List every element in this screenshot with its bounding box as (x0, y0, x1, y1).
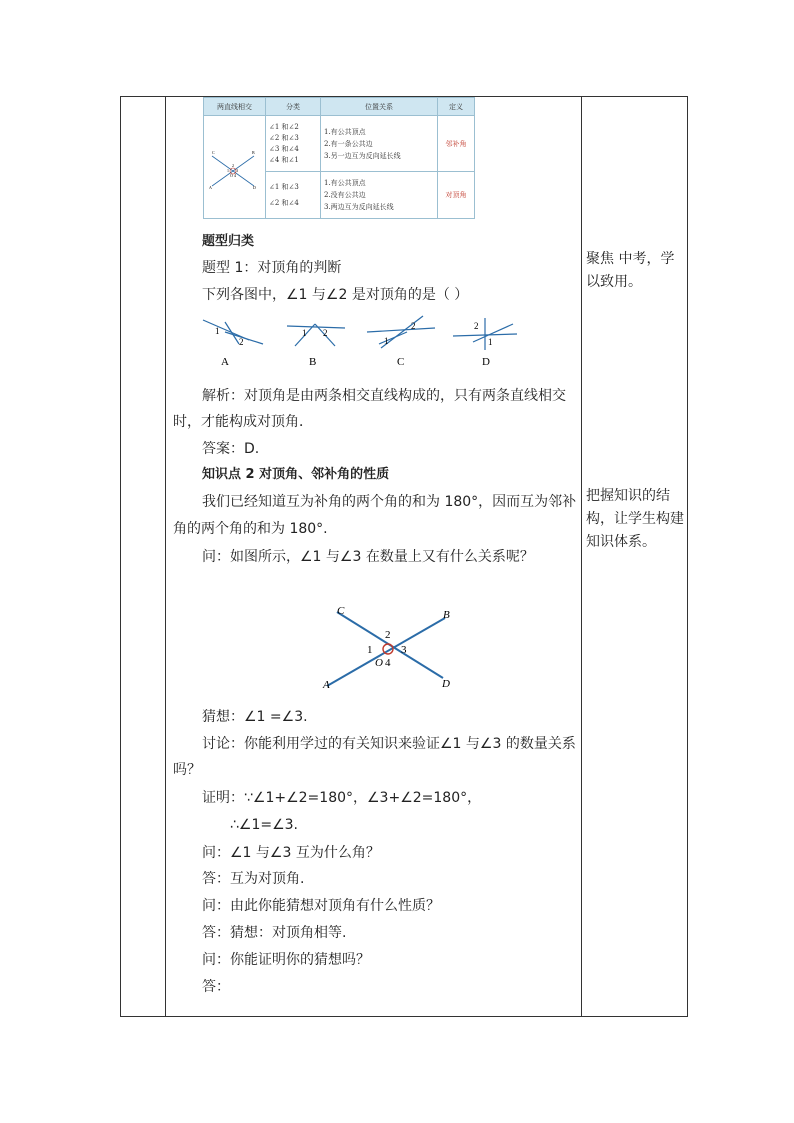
discussion-line-1: 讨论：你能利用学过的有关知识来验证∠1 与∠3 的数量关系 (202, 736, 576, 752)
svg-text:B: B (252, 150, 255, 155)
pairs-cell (266, 172, 321, 219)
option-a-figure (203, 320, 263, 368)
relation-cell (321, 116, 438, 172)
relation-text: 3.两边互为反向延长线 (324, 203, 394, 212)
pair-text: ∠4 和∠1 (269, 155, 299, 164)
svg-text:D: D (253, 185, 256, 190)
proof-line-1: 证明：∵∠1+∠2=180°，∠3+∠2=180°， (202, 790, 482, 806)
angle-label: 2 (323, 328, 328, 338)
intersecting-lines-figure (315, 600, 465, 692)
discussion-line-2: 吗？ (173, 762, 201, 778)
definition-cell: 对顶角 (438, 172, 475, 219)
svg-text:O: O (230, 173, 233, 178)
question-2: 问：∠1 与∠3 互为什么角？ (202, 845, 380, 861)
column-divider-right (581, 96, 582, 1017)
column-divider-left (165, 96, 166, 1017)
definition-cell: 邻补角 (438, 116, 475, 172)
header-cell: 位置关系 (321, 98, 438, 116)
question-3: 问：由此你能猜想对顶角有什么性质？ (202, 898, 440, 914)
answer-4: 答： (202, 979, 230, 995)
point-label: C (337, 605, 345, 617)
pair-text: ∠1 和∠3 (269, 183, 299, 192)
paragraph-line-2: 角的两个角的和为 180°. (173, 521, 328, 537)
option-b-figure (287, 324, 345, 368)
angle-label: 2 (239, 337, 244, 347)
header-cell: 定义 (438, 98, 475, 116)
point-label: D (442, 678, 450, 690)
option-figures (195, 314, 525, 372)
pair-text: ∠2 和∠4 (269, 199, 299, 208)
pair-text: ∠1 和∠2 (269, 122, 299, 131)
header-cell: 分类 (266, 98, 321, 116)
angle-label: 2 (411, 321, 416, 331)
relation-text: 2.有一条公共边 (324, 139, 373, 148)
pair-text: ∠2 和∠3 (269, 133, 299, 142)
analysis-line-2: 时，才能构成对顶角． (173, 414, 313, 430)
proof-line-2: ∴∠1=∠3. (230, 817, 299, 833)
point-label: B (443, 609, 450, 621)
guess-text: 猜想：∠1 =∠3. (202, 709, 308, 725)
svg-text:4: 4 (234, 173, 236, 178)
pairs-cell (266, 116, 321, 172)
side-note-structure: 把握知识的结构，让学生构建知识体系。 (586, 488, 684, 550)
relation-text: 1.有公共顶点 (324, 127, 366, 136)
question-4: 问：你能证明你的猜想吗？ (202, 952, 370, 968)
option-letter: D (482, 356, 490, 368)
angle-label: 4 (385, 657, 391, 669)
small-intersect-figure (207, 126, 259, 206)
answer-text: 答案：D. (202, 441, 260, 457)
paragraph-line-1: 我们已经知道互为补角的两个角的和为 180°，因而互为邻补 (202, 494, 577, 510)
option-letter: C (397, 356, 405, 368)
svg-text:2: 2 (232, 163, 234, 168)
pair-text: ∠3 和∠4 (269, 144, 299, 153)
answer-2: 答：互为对顶角. (202, 871, 305, 887)
summary-table (203, 97, 475, 219)
svg-text:3: 3 (236, 168, 238, 173)
option-d-figure (453, 318, 517, 368)
intersect-figure-cell (204, 116, 266, 219)
angle-label: 1 (384, 336, 389, 346)
answer-3: 答：猜想：对顶角相等. (202, 925, 347, 941)
section-title-question-types: 题型归类 (202, 234, 255, 249)
question-text: 下列各图中，∠1 与∠2 是对顶角的是（ ） (202, 287, 469, 303)
question-type-label: 题型 1：对顶角的判断 (202, 260, 342, 276)
relation-cell (321, 172, 438, 219)
point-label: O (375, 657, 383, 669)
angle-label: 1 (367, 644, 373, 656)
svg-text:A: A (209, 185, 212, 190)
question-1: 问：如图所示，∠1 与∠3 在数量上又有什么关系呢？ (202, 549, 534, 565)
relation-text: 2.没有公共边 (324, 191, 366, 200)
svg-text:C: C (212, 150, 215, 155)
angle-label: 3 (401, 644, 407, 656)
section-title-knowledge-2: 知识点 2 对顶角、邻补角的性质 (202, 467, 390, 482)
option-c-figure (367, 316, 435, 368)
angle-label: 1 (215, 326, 220, 336)
svg-text:1: 1 (227, 168, 229, 173)
angle-label: 2 (474, 321, 479, 331)
side-note-focus-exam: 聚焦 中考，学以致用。 (586, 251, 675, 290)
angle-label: 1 (488, 337, 493, 347)
header-cell: 两直线相交 (204, 98, 266, 116)
analysis-line-1: 解析：对顶角是由两条相交直线构成的，只有两条直线相交 (202, 388, 566, 404)
angle-label: 1 (302, 328, 307, 338)
option-letter: B (309, 356, 317, 368)
relation-text: 3.另一边互为反向延长线 (324, 151, 401, 160)
angle-label: 2 (385, 629, 391, 641)
option-letter: A (221, 356, 229, 368)
relation-text: 1.有公共顶点 (324, 179, 366, 188)
point-label: A (323, 679, 330, 691)
